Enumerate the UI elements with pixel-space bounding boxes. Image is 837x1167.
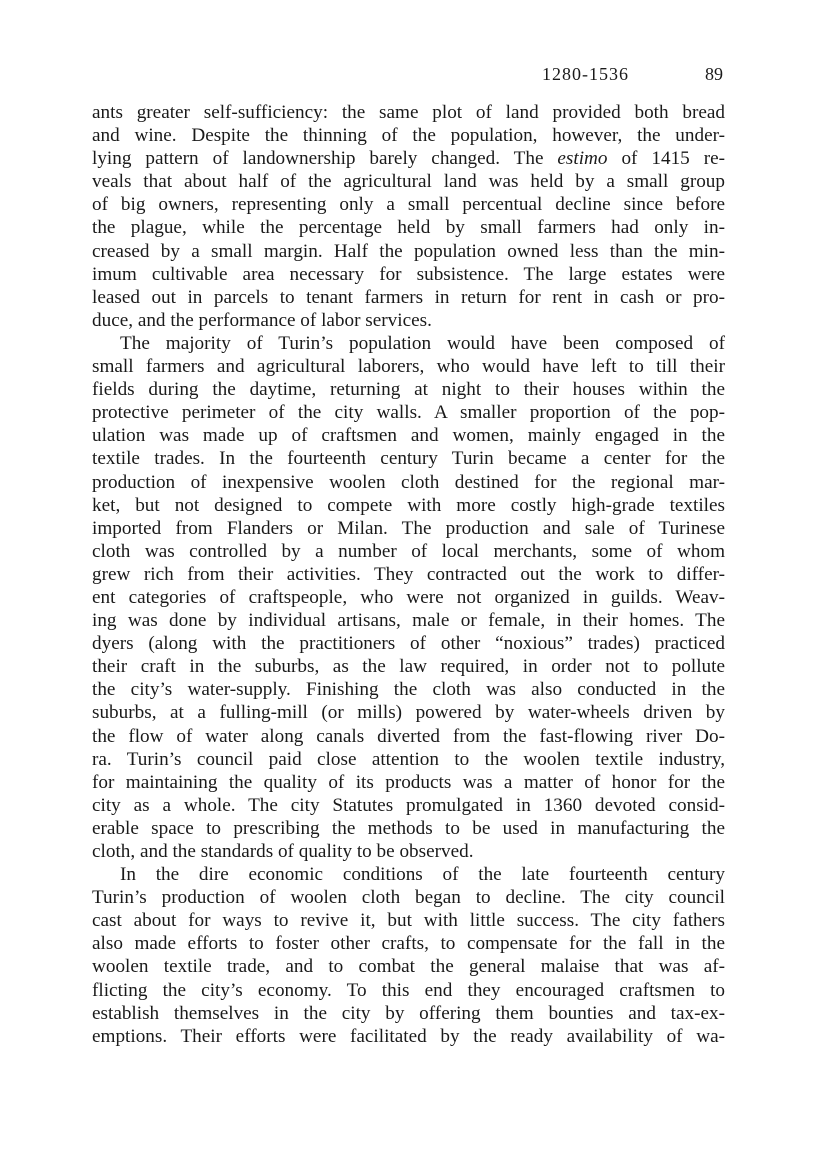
text-line: flicting the city’s economy. To this end they encouraged craftsmen to bbox=[92, 979, 725, 1001]
text-line: of big owners, representing only a small percentual decline since before bbox=[92, 194, 725, 216]
text-line: suburbs, at a fulling-mill (or mills) powered by water-wheels driven by bbox=[92, 702, 725, 724]
body-text bbox=[92, 101, 725, 1048]
text-line: ants greater self-sufficiency: the same plot of land provided both bread bbox=[92, 102, 725, 123]
text-line: textile trades. In the fourteenth century Turin became a center for the bbox=[92, 448, 725, 470]
text-line: lying pattern of landownership barely changed. The estimo of 1415 re- bbox=[92, 148, 725, 170]
text-line: creased by a small margin. Half the population owned less than the min- bbox=[92, 240, 725, 262]
text-line: woolen textile trade, and to combat the general malaise that was af- bbox=[92, 956, 725, 978]
paragraph-1 bbox=[92, 101, 725, 332]
text-line: ra. Turin’s council paid close attention to the woolen textile industry, bbox=[92, 748, 725, 770]
text-line: cast about for ways to revive it, but with little success. The city fathers bbox=[92, 910, 725, 932]
text-line: erable space to prescribing the methods to be used in manufacturing the bbox=[92, 817, 725, 839]
paragraph-2 bbox=[92, 332, 725, 863]
text-line: grew rich from their activities. They contracted out the work to differ- bbox=[92, 563, 725, 585]
text-line: In the dire economic conditions of the late fourteenth century bbox=[120, 864, 725, 886]
text-line: ket, but not designed to compete with more costly high-grade textiles bbox=[92, 494, 725, 516]
text-line: the plague, while the percentage held by small farmers had only in- bbox=[92, 217, 725, 239]
text-line: establish themselves in the city by offering them bounties and tax-ex- bbox=[92, 1002, 725, 1024]
running-header bbox=[92, 64, 725, 88]
text-line: ent categories of craftspeople, who were not organized in guilds. Weav- bbox=[92, 586, 725, 608]
page-number: 89 bbox=[705, 64, 723, 84]
text-line: the city’s water-supply. Finishing the cloth was also conducted in the bbox=[92, 679, 725, 701]
text-line: imported from Flanders or Milan. The production and sale of Turinese bbox=[92, 517, 725, 539]
text-line: for maintaining the quality of its products was a matter of honor for the bbox=[92, 771, 725, 793]
text-line: the flow of water along canals diverted from the fast-flowing river Do- bbox=[92, 725, 725, 747]
text-line: dyers (along with the practitioners of other “noxious” trades) practiced bbox=[92, 633, 725, 655]
paragraph-3 bbox=[92, 863, 725, 1048]
running-title: 1280-1536 bbox=[542, 64, 629, 84]
text-line: imum cultivable area necessary for subsistence. The large estates were bbox=[92, 263, 725, 285]
italic-term: estimo bbox=[557, 148, 608, 170]
text-line: duce, and the performance of labor services. bbox=[92, 309, 432, 331]
text-line: small farmers and agricultural laborers, who would have left to till their bbox=[92, 356, 725, 378]
text-line: cloth was controlled by a number of local merchants, some of whom bbox=[92, 540, 725, 562]
text-line: and wine. Despite the thinning of the population, however, the under- bbox=[92, 125, 725, 147]
text-line: city as a whole. The city Statutes promulgated in 1360 devoted consid- bbox=[92, 794, 725, 816]
text-line: protective perimeter of the city walls. A smaller proportion of the pop- bbox=[92, 402, 725, 424]
text-line: also made efforts to foster other crafts, to compensate for the fall in the bbox=[92, 933, 725, 955]
text-line: production of inexpensive woolen cloth destined for the regional mar- bbox=[92, 471, 725, 493]
text-line: The majority of Turin’s population would have been composed of bbox=[120, 332, 725, 354]
text-line: Turin’s production of woolen cloth began to decline. The city council bbox=[92, 887, 725, 909]
text-line: leased out in parcels to tenant farmers in return for rent in cash or pro- bbox=[92, 286, 725, 308]
text-line: cloth, and the standards of quality to be observed. bbox=[92, 841, 474, 862]
text-line: veals that about half of the agricultural land was held by a small group bbox=[92, 171, 725, 193]
text-line: their craft in the suburbs, as the law required, in order not to pollute bbox=[92, 656, 725, 678]
text-line: ing was done by individual artisans, male or female, in their homes. The bbox=[92, 610, 725, 632]
text-line: ulation was made up of craftsmen and women, mainly engaged in the bbox=[92, 425, 725, 447]
text-line: emptions. Their efforts were facilitated by the ready availability of wa- bbox=[92, 1025, 725, 1047]
text-line: fields during the daytime, returning at night to their houses within the bbox=[92, 379, 725, 401]
